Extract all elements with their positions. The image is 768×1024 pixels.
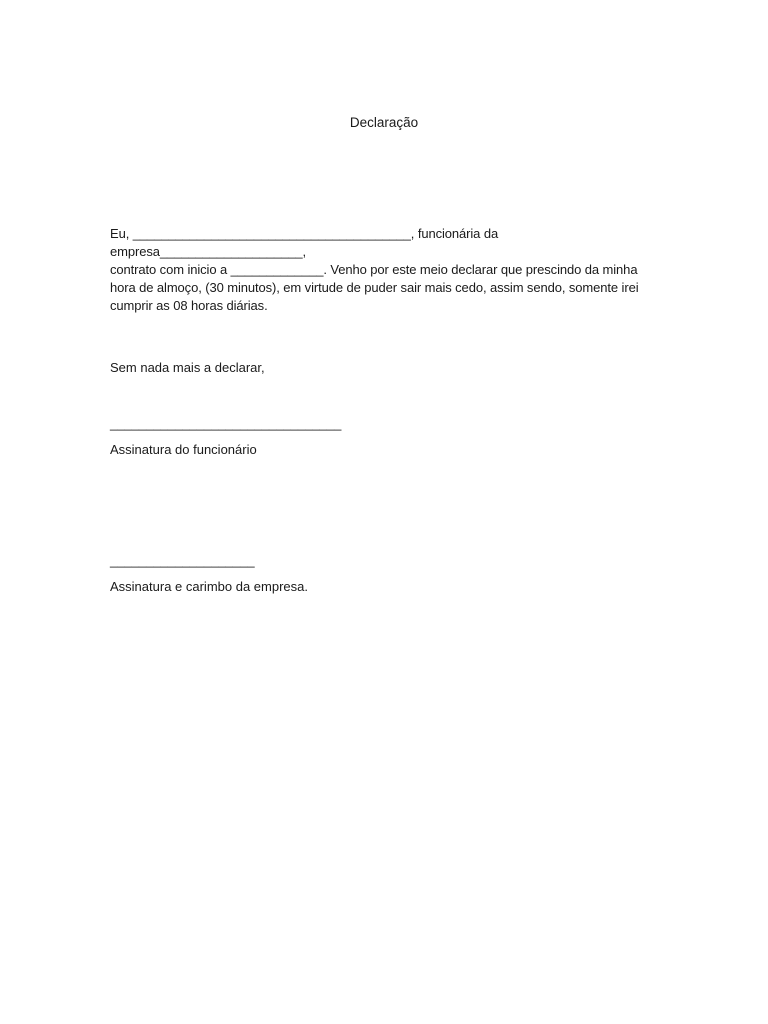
document-title: Declaração (349, 115, 419, 130)
closing-text: Sem nada mais a declarar, (110, 360, 265, 375)
company-signature-line: ____________________ (110, 553, 255, 568)
company-signature-label: Assinatura e carimbo da empresa. (110, 579, 308, 594)
employee-signature-line: ________________________________ (110, 416, 342, 431)
declaration-body: Eu, _______________________________________, funcionária da empresa____________________, contrato com inicio a _____________. Venho por este meio declarar que prescindo da minha hora de almoço, (30 minutos), em virtude de puder sair mais cedo, assim sendo, somente irei cumprir as 08 horas diárias. (110, 226, 639, 313)
employee-signature-label: Assinatura do funcionário (110, 442, 257, 457)
